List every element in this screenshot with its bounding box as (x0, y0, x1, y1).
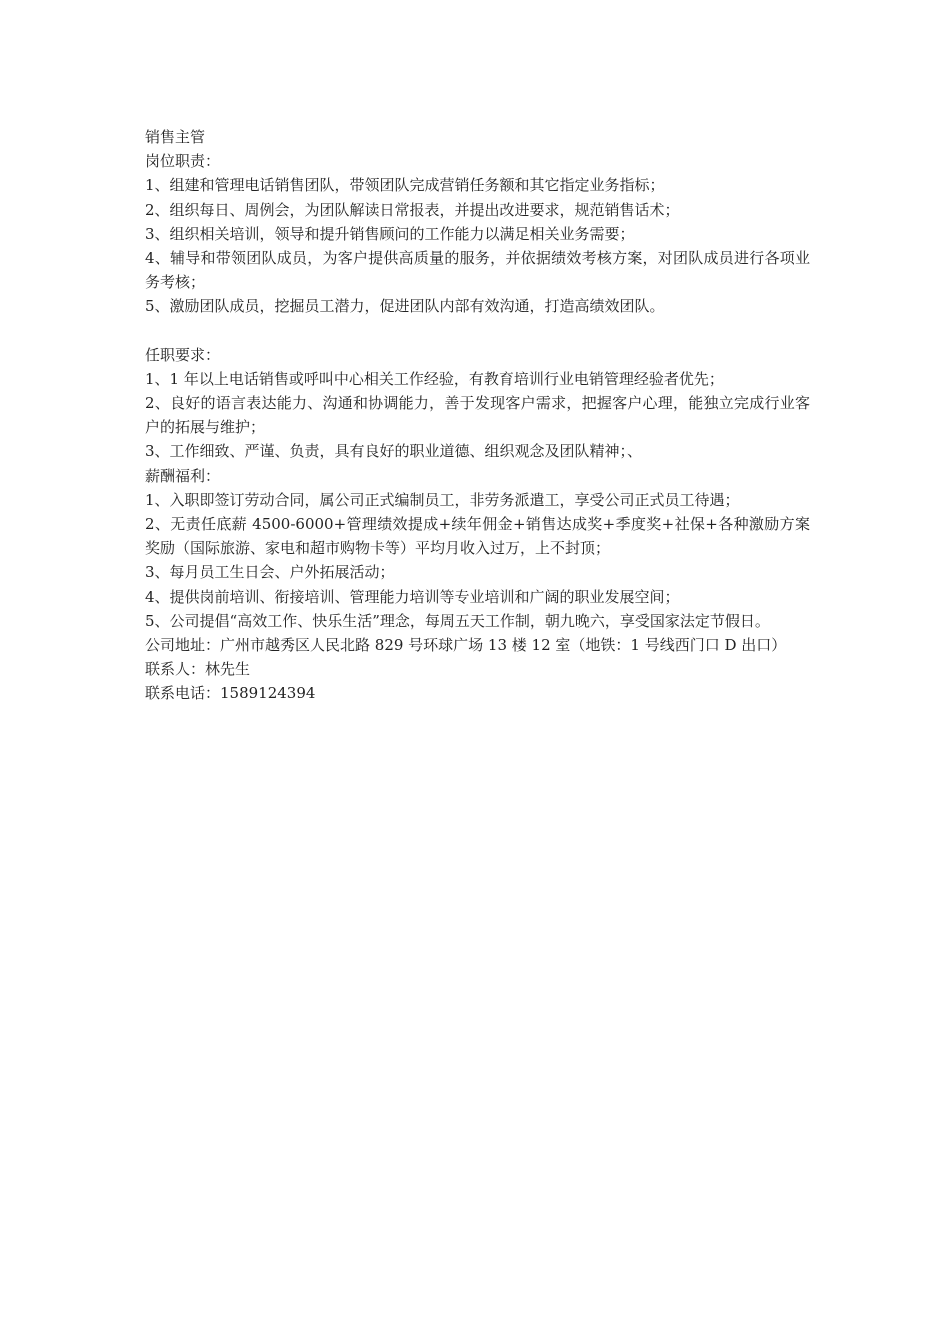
requirement-item: 3、工作细致、严谨、负责，具有良好的职业道德、组织观念及团队精神；、 (145, 442, 643, 461)
contact-person: 联系人：林先生 (145, 660, 251, 679)
duty-item: 1、组建和管理电话销售团队，带领团队完成营销任务额和其它指定业务指标； (145, 176, 665, 195)
duty-item: 5、激励团队成员，挖掘员工潜力，促进团队内部有效沟通，打造高绩效团队。 (145, 297, 665, 316)
requirements-heading: 任职要求： (145, 345, 221, 364)
requirement-item: 2、良好的语言表达能力、沟通和协调能力，善于发现客户需求，把握客户心理，能独立完成行业客户的拓展与维护； (145, 394, 810, 437)
contact-phone: 联系电话：1589124394 (145, 684, 316, 703)
section-spacer (145, 319, 810, 343)
company-address: 公司地址：广州市越秀区人民北路 829 号环球广场 13 楼 12 室（地铁：1 号线西门口 D 出口） (145, 636, 787, 655)
duty-item: 2、组织每日、周例会，为团队解读日常报表，并提出改进要求，规范销售话术； (145, 200, 680, 219)
benefit-item: 3、每月员工生日会、户外拓展活动； (145, 563, 395, 582)
job-posting (145, 125, 810, 706)
requirement-item: 1、1 年以上电话销售或呼叫中心相关工作经验，有教育培训行业电销管理经验者优先； (145, 369, 724, 388)
benefits-heading: 薪酬福利： (145, 466, 221, 485)
benefit-item: 2、无责任底薪 4500-6000+管理绩效提成+续年佣金+销售达成奖+季度奖+社保+各种激励方案奖励（国际旅游、家电和超市购物卡等）平均月收入过万，上不封顶； (145, 515, 810, 558)
duties-heading: 岗位职责： (145, 152, 221, 171)
duty-item: 4、辅导和带领团队成员，为客户提供高质量的服务，并依据绩效考核方案，对团队成员进行各项业务考核； (145, 249, 810, 292)
benefit-item: 4、提供岗前培训、衔接培训、管理能力培训等专业培训和广阔的职业发展空间； (145, 587, 680, 606)
benefit-item: 5、公司提倡“高效工作、快乐生活”理念，每周五天工作制，朝九晚六，享受国家法定节假日。 (145, 611, 770, 630)
duty-item: 3、组织相关培训，领导和提升销售顾问的工作能力以满足相关业务需要； (145, 224, 635, 243)
benefit-item: 1、入职即签订劳动合同，属公司正式编制员工，非劳务派遣工，享受公司正式员工待遇； (145, 490, 740, 509)
job-title: 销售主管 (145, 128, 206, 146)
